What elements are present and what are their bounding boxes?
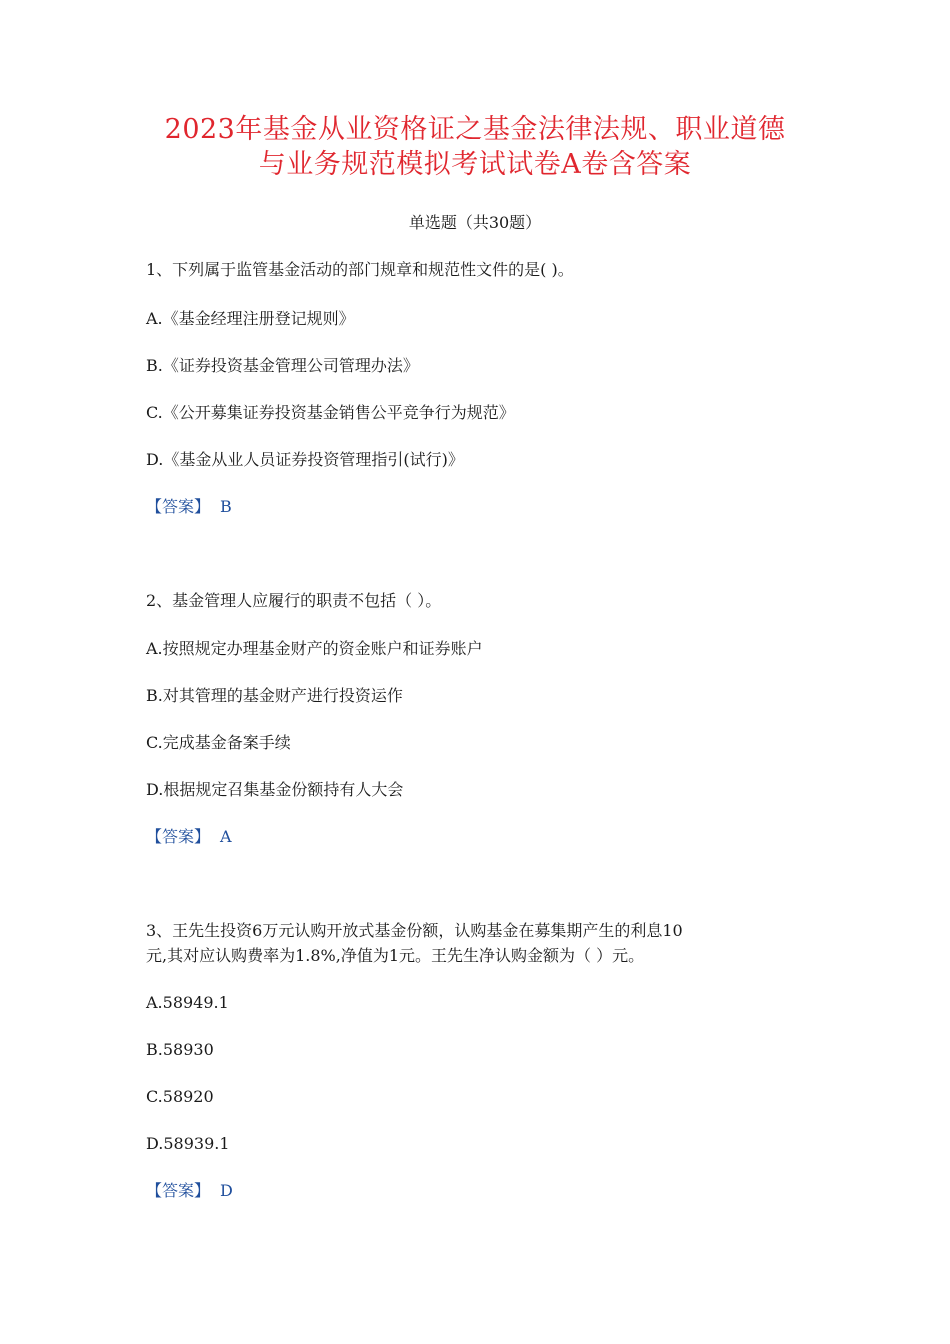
question-3-option-d: D.58939.1 [146, 1134, 230, 1153]
question-3-stem-line-1: 3、王先生投资6万元认购开放式基金份额，认购基金在募集期产生的利息10 [146, 921, 683, 940]
question-3-answer [146, 1178, 806, 1204]
question-2-stem: 2、基金管理人应履行的职责不包括（ ）。 [146, 591, 442, 610]
question-1-answer [146, 494, 806, 520]
question-1-stem: 1、下列属于监管基金活动的部门规章和规范性文件的是( )。 [146, 260, 574, 279]
document-title-line-2: 与业务规范模拟考试试卷A卷含答案 [258, 149, 692, 180]
document-title-line-1: 2023年基金从业资格证之基金法律法规、职业道德 [164, 114, 786, 145]
section-heading: 单选题（共30题） [408, 213, 542, 232]
answer-value: D [220, 1181, 233, 1200]
question-1-option-d: D.《基金从业人员证券投资管理指引(试行)》 [146, 450, 464, 469]
question-2-option-d: D.根据规定召集基金份额持有人大会 [146, 780, 404, 799]
answer-label: 【答案】 [146, 1181, 211, 1200]
answer-value: B [220, 497, 232, 516]
question-2-answer [146, 824, 806, 850]
question-1-option-c: C.《公开募集证券投资基金销售公平竞争行为规范》 [146, 403, 515, 422]
question-3-option-c: C.58920 [146, 1087, 214, 1106]
question-2-option-b: B.对其管理的基金财产进行投资运作 [146, 686, 403, 705]
answer-label: 【答案】 [146, 827, 211, 846]
question-3-stem-line-2: 元,其对应认购费率为1.8%,净值为1元。王先生净认购金额为（ ）元。 [146, 946, 645, 965]
question-2-option-c: C.完成基金备案手续 [146, 733, 291, 752]
question-1-option-a: A.《基金经理注册登记规则》 [146, 309, 355, 328]
answer-value: A [220, 827, 232, 846]
question-1-option-b: B.《证券投资基金管理公司管理办法》 [146, 356, 419, 375]
question-3-option-b: B.58930 [146, 1040, 214, 1059]
answer-label: 【答案】 [146, 497, 211, 516]
question-2-option-a: A.按照规定办理基金财产的资金账户和证券账户 [146, 639, 483, 658]
question-3-option-a: A.58949.1 [146, 993, 229, 1012]
